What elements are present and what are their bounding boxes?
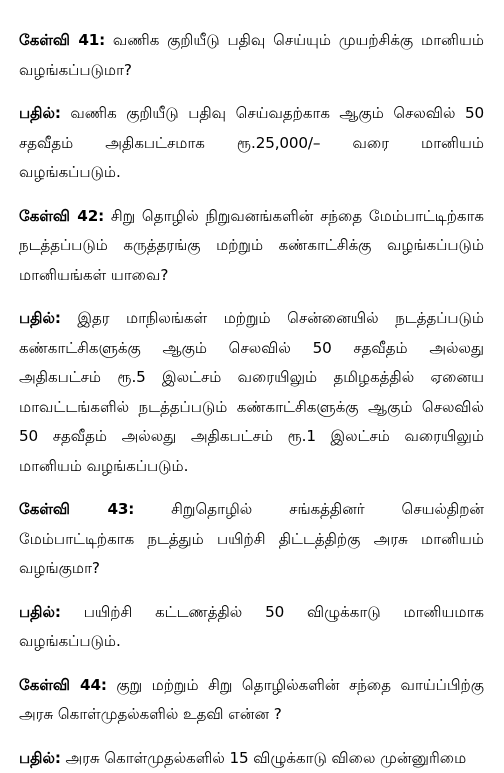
faq-question-41 xyxy=(19,26,484,85)
question-label: கேள்வி 42: xyxy=(19,207,104,225)
question-label: கேள்வி 41: xyxy=(19,31,105,49)
answer-text: அரசு கொள்முதல்களில் 15 விழுக்காடு விலை முன்னுரிமை xyxy=(61,749,466,767)
question-label: கேள்வி 43: xyxy=(19,500,134,518)
question-text: வணிக குறியீடு பதிவு செய்யும் முயற்சிக்கு மானியம் வழங்கப்படுமா? xyxy=(19,31,484,79)
question-label: கேள்வி 44: xyxy=(19,676,107,694)
question-text: குறு மற்றும் சிறு தொழில்களின் சந்தை வாய்ப்பிற்கு அரசு கொள்முதல்களில் உதவி என்ன ? xyxy=(19,676,484,724)
faq-question-43 xyxy=(19,495,484,584)
faq-question-44 xyxy=(19,671,484,730)
answer-paragraph xyxy=(19,304,484,481)
answer-paragraph xyxy=(19,744,484,773)
answer-text: பயிற்சி கட்டணத்தில் 50 விழுக்காடு மானியமாக வழங்கப்படும். xyxy=(19,603,484,651)
question-paragraph xyxy=(19,26,484,85)
question-text: சிறு தொழில் நிறுவனங்களின் சந்தை மேம்பாட்டிற்காக நடத்தப்படும் கருத்தரங்கு மற்றும் கண்காட்சிக்கு வழங்கப்படும் மானியங்கள் யாவை? xyxy=(19,207,484,284)
answer-text: இதர மாநிலங்கள் மற்றும் சென்னையில் நடத்தப்படும் கண்காட்சிகளுக்கு ஆகும் செலவில் 50 சதவீதம் அல்லது அதிகபட்சம் ரூ.5 இலட்சம் வரையிலும் தமிழகத்தில் ஏனைய மாவட்டங்களில் நடத்தப்படும் கண்காட்சிகளுக்கு ஆகும் செலவில் 50 சதவீதம் அல்லது அதிகபட்சம் ரூ.1 இலட்சம் வரையிலும் மானியம் வழங்கப்படும். xyxy=(19,309,484,475)
answer-label: பதில்: xyxy=(19,603,61,621)
answer-label: பதில்: xyxy=(19,749,61,767)
question-paragraph xyxy=(19,202,484,291)
question-paragraph xyxy=(19,671,484,730)
answer-label: பதில்: xyxy=(19,309,61,327)
faq-answer-44 xyxy=(19,744,484,773)
faq-answer-43 xyxy=(19,598,484,657)
answer-label: பதில்: xyxy=(19,104,61,122)
answer-text: வணிக குறியீடு பதிவு செய்வதற்காக ஆகும் செலவில் 50 சதவீதம் அதிகபட்சமாக ரூ.25,000/– வரை மானியம் வழங்கப்படும். xyxy=(19,104,484,181)
faq-answer-42 xyxy=(19,304,484,481)
answer-paragraph xyxy=(19,99,484,188)
question-paragraph xyxy=(19,495,484,584)
faq-question-42 xyxy=(19,202,484,291)
question-text: சிறுதொழில் சங்கத்தினர் செயல்திறன் மேம்பாட்டிற்காக நடத்தும் பயிற்சி திட்டத்திற்கு அரசு மானியம் வழங்குமா? xyxy=(19,500,484,577)
answer-paragraph xyxy=(19,598,484,657)
faq-answer-41 xyxy=(19,99,484,188)
